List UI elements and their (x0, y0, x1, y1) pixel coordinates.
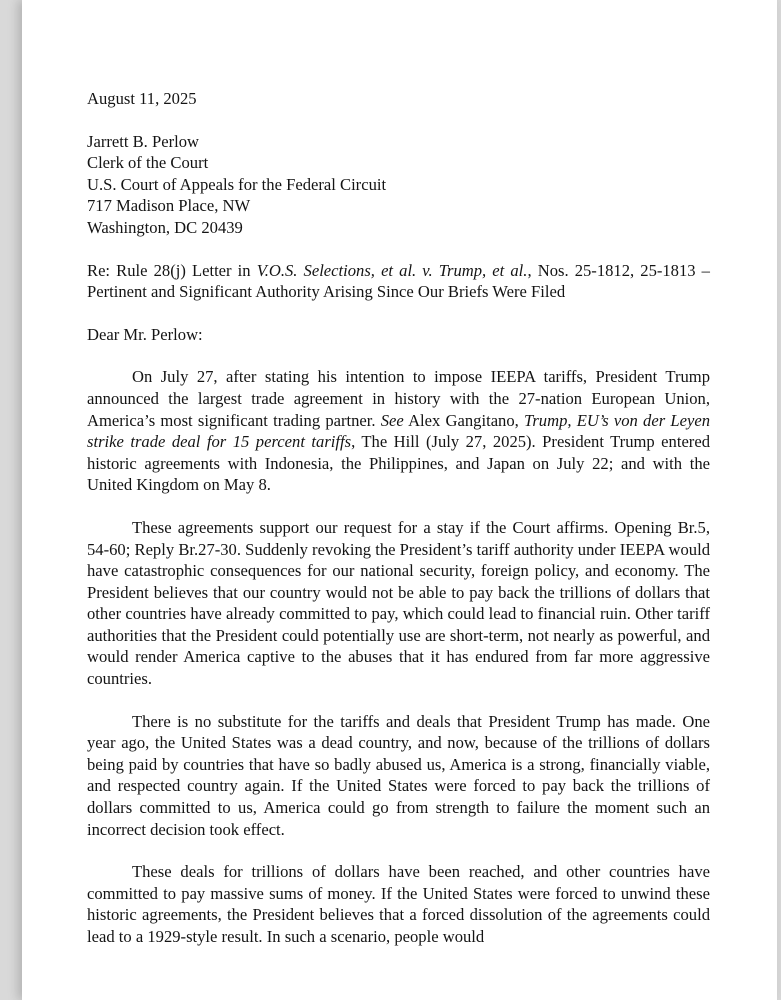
recipient-name: Jarrett B. Perlow (87, 131, 199, 151)
paragraph-3: There is no substitute for the tariffs and deals that President Trump has made. One year ago, the United States was a dead country, and now, because of the trillions of dollars being paid by countries that have so badly abused us, America is a strong, financially viable, and respected country again. If the United States were forced to pay back the trillions of dollars committed to us, America could go from strength to failure the moment such an incorrect decision took effect. (87, 711, 710, 839)
recipient-address (87, 131, 710, 239)
paragraph-4: These deals for trillions of dollars have been reached, and other countries have committed to pay massive sums of money. If the United States were forced to unwind these historic agreements, the President believes that a forced dissolution of the agreements could lead to a 1929-style result. In such a scenario, people would (87, 862, 710, 946)
re-case-name: V.O.S. Selections, et al. v. Trump, et al. (256, 260, 528, 280)
paragraph-1 (87, 366, 710, 496)
letter-body (87, 88, 710, 948)
re-suffix: , Nos. 25-1812, 25-1813 – Pertinent and Significant Authority Arising Since Our Briefs Were Filed (87, 260, 710, 302)
letter-page (22, 0, 777, 1000)
salutation: Dear Mr. Perlow: (87, 324, 203, 344)
paragraph-1-text-b: , The Hill (July 27, 2025). President Trump entered historic agreements with Indonesia, the Philippines, and Japan on July 22; and with the United Kingdom on May 8. (87, 432, 710, 495)
re-line (87, 260, 710, 303)
recipient-court: U.S. Court of Appeals for the Federal Circuit (87, 174, 387, 194)
citation-signal: See (380, 410, 404, 430)
recipient-title: Clerk of the Court (87, 153, 209, 173)
recipient-street: 717 Madison Place, NW (87, 196, 251, 216)
letter-date: August 11, 2025 (87, 89, 197, 108)
paragraph-1-text-a: On July 27, after stating his intention to impose IEEPA tariffs, President Trump announced the largest trade agreement in history with the 27-nation European Union, America’s most significant trading partner. (87, 367, 710, 430)
recipient-city: Washington, DC 20439 (87, 217, 243, 237)
re-prefix: Re: Rule 28(j) Letter in (87, 260, 257, 280)
paragraph-2: These agreements support our request for a stay if the Court affirms. Opening Br.5, 54-60; Reply Br.27-30. Suddenly revoking the President’s tariff authority under IEEPA would have catastrophic consequences for our national security, foreign policy, and economy. The President believes that our country would not be able to pay back the trillions of dollars that other countries have already committed to pay, which could lead to financial ruin. Other tariff authorities that the President could potentially use are short-term, not nearly as powerful, and would render America captive to the abuses that it has endured from far more aggressive countries. (87, 517, 710, 689)
citation-article-title: Trump, EU’s von der Leyen strike trade deal for 15 percent tariffs (87, 410, 710, 452)
citation-author: Alex Gangitano, (403, 410, 525, 430)
